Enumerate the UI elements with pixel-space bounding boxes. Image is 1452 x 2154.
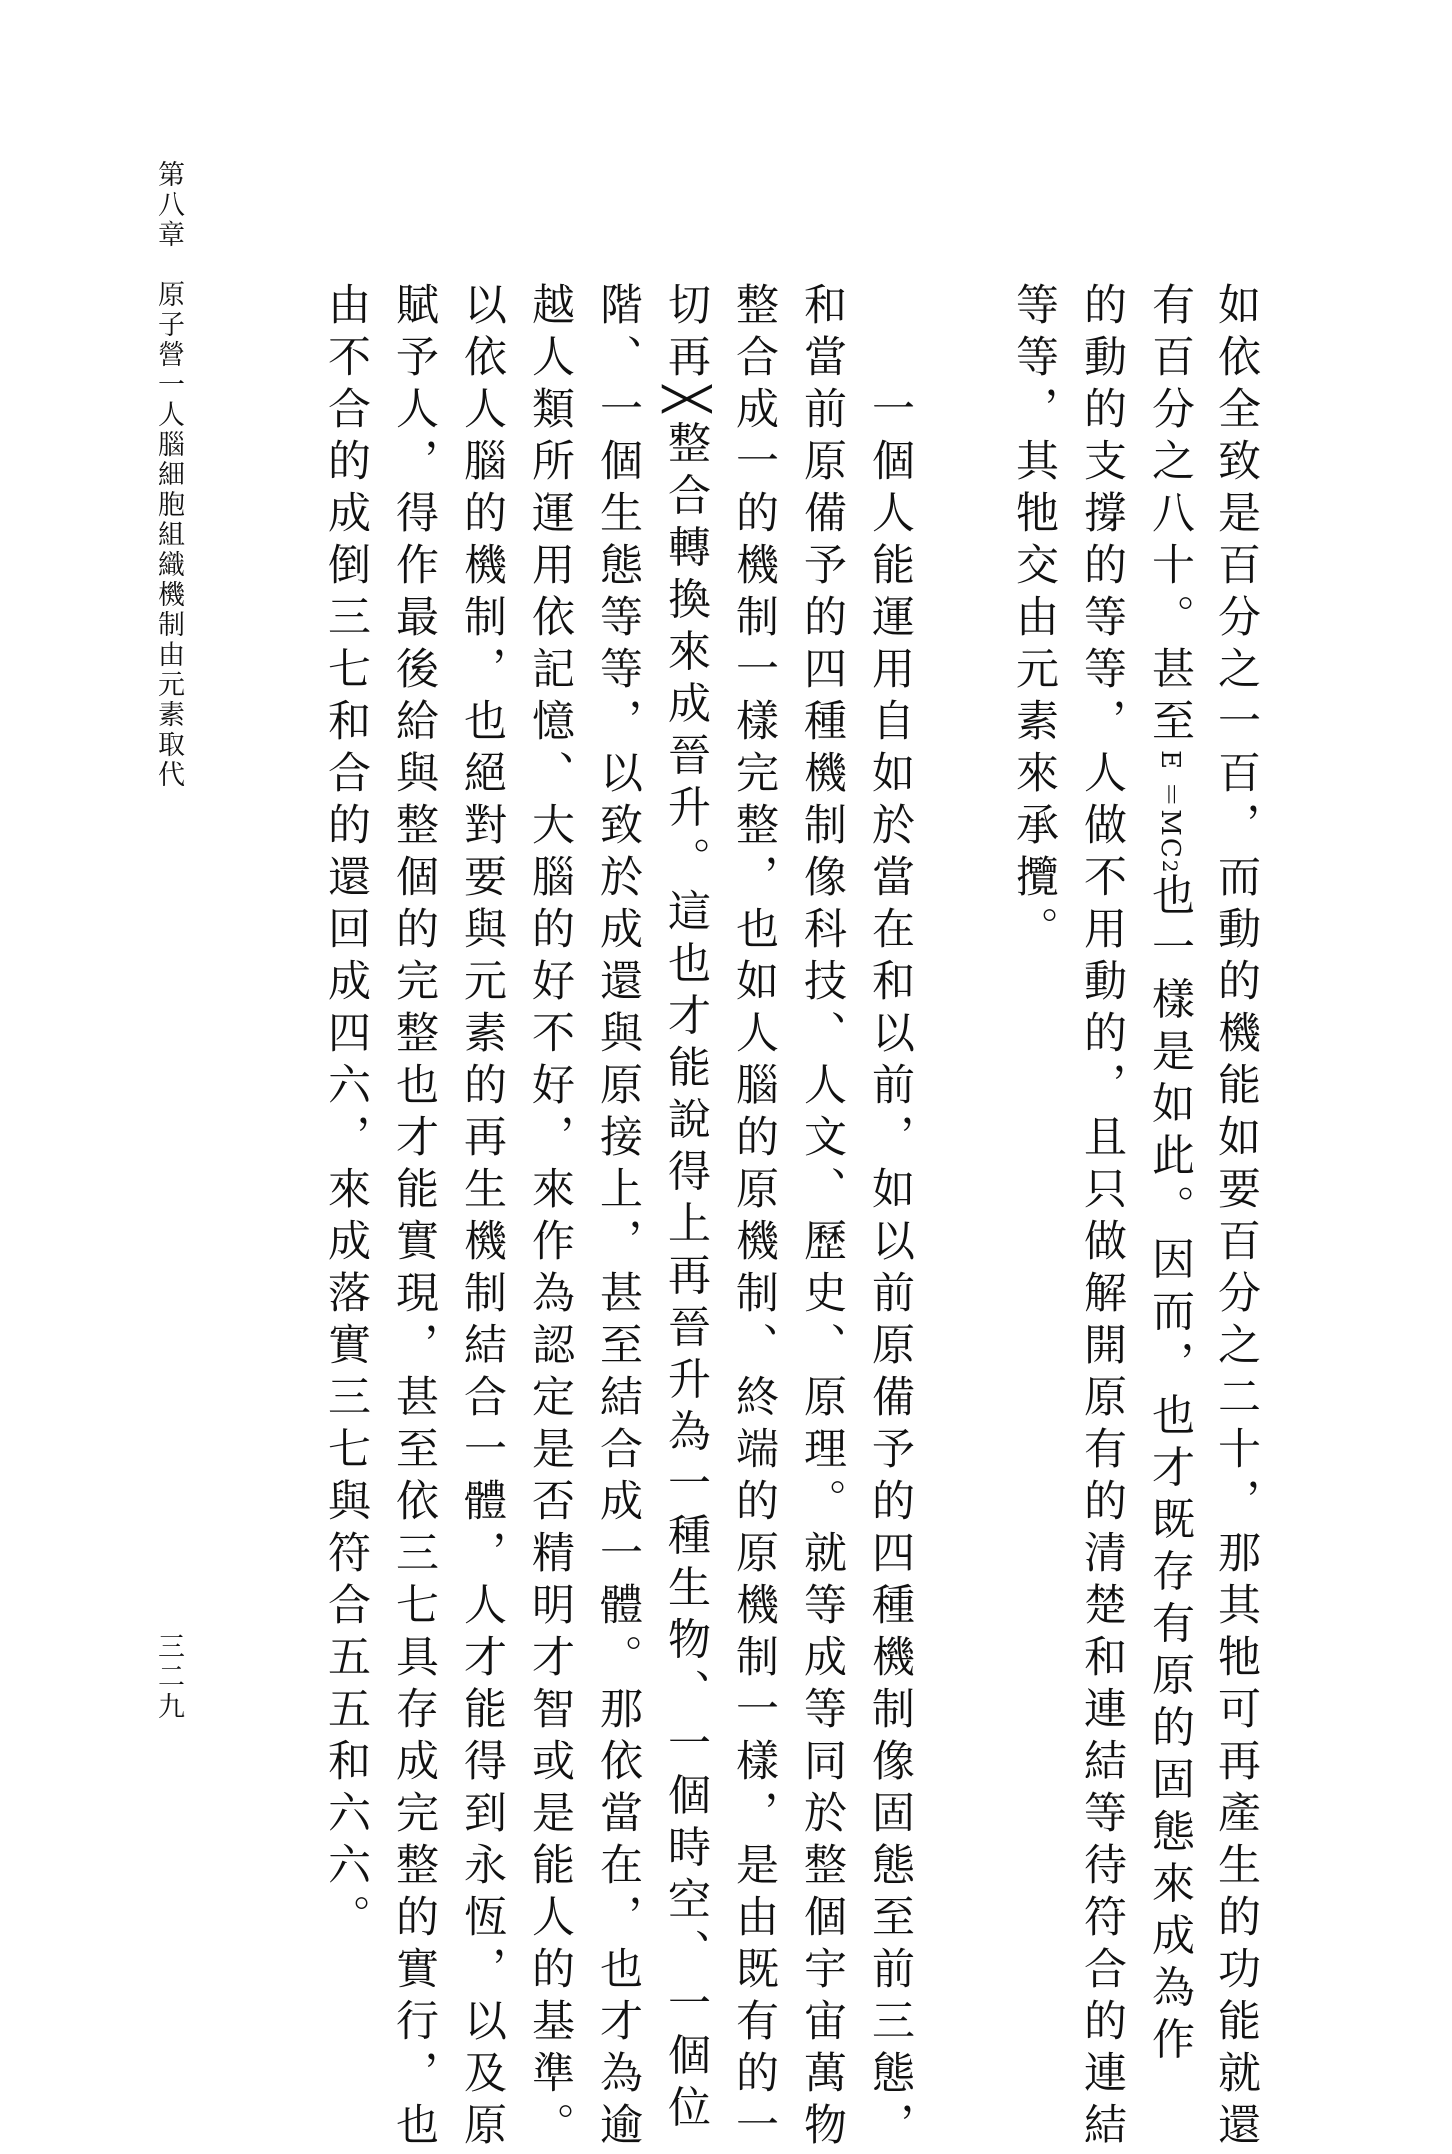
formula: E ＝MC bbox=[1155, 750, 1185, 860]
text-column: 如依全致是百分之一百，而動的機能如要百分之二十，那其牠可再產生的功能就還 bbox=[1211, 282, 1261, 2154]
text-column: 整合成一的機制一樣完整，也如人腦的原機制、終端的原機制一樣，是由既有的一 bbox=[729, 282, 779, 2154]
text-column: 的動的支撐的等等，人做不用動的，且只做解開原有的清楚和連結等待符合的連結 bbox=[1077, 282, 1127, 2154]
text-column: 以依人腦的機制，也絕對要與元素的再生機制結合一體，人才能得到永恆，以及原 bbox=[457, 282, 507, 2154]
text-column bbox=[1134, 282, 1206, 2069]
text-segment: 也一樣是如此。因而，也才既存有原的固態來成為作 bbox=[1145, 872, 1195, 2069]
superscript: 2 bbox=[1158, 859, 1182, 873]
text-column: 等等，其牠交由元素來承攬。 bbox=[1009, 282, 1059, 958]
text-column: 賦予人，得作最後給與整個的完整也才能實現，甚至依三七具存成完整的實行，也 bbox=[389, 282, 439, 2154]
running-head: 第八章 原子營一人腦細胞組織機制由元素取代 bbox=[153, 160, 184, 790]
text-column: 由不合的成倒三七和合的還回成四六，來成落實三七與符合五五和六六。 bbox=[321, 282, 371, 1946]
text-column: 一個人能運用自如於當在和以前，如以前原備予的四種機制像固態至前三態， bbox=[865, 386, 915, 2154]
text-column: 越人類所運用依記憶、大腦的好不好，來作為認定是否精明才智或是能人的基準。 bbox=[525, 282, 575, 2154]
text-segment: 有百分之八十。甚至 bbox=[1145, 282, 1195, 750]
text-column: 和當前原備予的四種機制像科技、人文、歷史、原理。就等成等同於整個宇宙萬物 bbox=[797, 282, 847, 2154]
text-column: 切再╳整合轉換來成晉升。這也才能說得上再晉升為一種生物、一個時空、一個位 bbox=[661, 282, 711, 2137]
text-column: 階、一個生態等等，以致於成還與原接上，甚至結合成一體。那依當在，也才為逾 bbox=[593, 282, 643, 2154]
page-number: 三二九 bbox=[153, 1632, 184, 1722]
